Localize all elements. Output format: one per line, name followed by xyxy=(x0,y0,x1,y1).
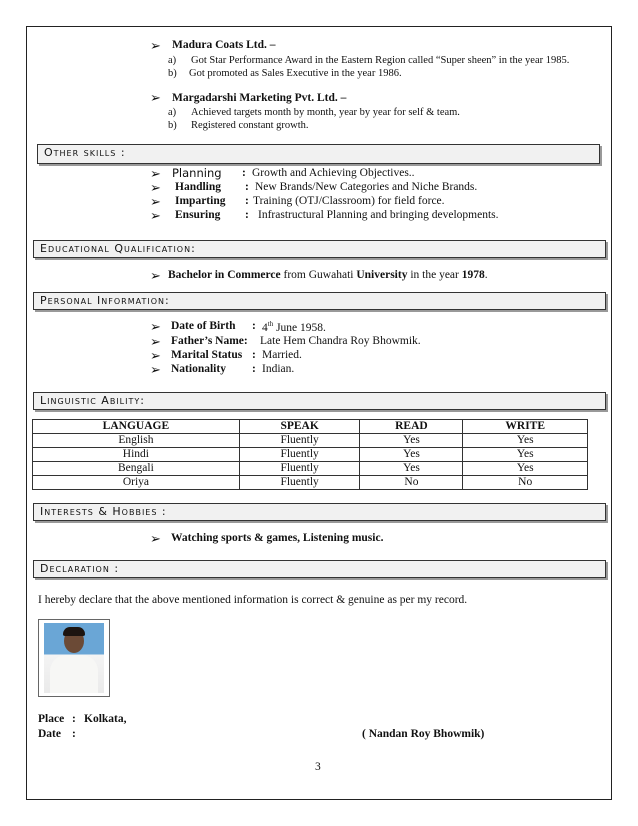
table-row xyxy=(33,462,588,476)
personal-separator: : xyxy=(252,363,256,375)
university-word: University xyxy=(356,269,408,281)
bullet-arrow-icon: ➢ xyxy=(150,319,161,334)
table-cell: Fluently xyxy=(239,462,360,476)
section-header-interests xyxy=(33,503,606,521)
date-separator: : xyxy=(72,728,76,740)
page-number: 3 xyxy=(315,761,321,773)
skill-value: Growth and Achieving Objectives.. xyxy=(252,167,415,179)
table-cell: Hindi xyxy=(33,448,240,462)
bullet-arrow-icon: ➢ xyxy=(150,180,161,195)
table-cell: Fluently xyxy=(239,434,360,448)
column-header: WRITE xyxy=(463,420,588,434)
profile-photo-frame xyxy=(38,619,110,697)
page-border xyxy=(26,26,612,800)
section-title: Other skills : xyxy=(44,146,126,159)
section-header-linguistic xyxy=(33,392,606,410)
dob-rest: June 1958. xyxy=(273,321,326,334)
education-year-text: in the year xyxy=(407,269,462,281)
skill-separator: : xyxy=(245,195,249,207)
list-item: Registered constant growth. xyxy=(191,120,309,131)
column-header: SPEAK xyxy=(239,420,360,434)
skill-label: Handling xyxy=(175,181,222,193)
personal-value: Late Hem Chandra Roy Bhowmik. xyxy=(260,335,421,347)
period: . xyxy=(484,269,488,281)
declaration-text: I hereby declare that the above mentioned information is correct & genuine as per my record. xyxy=(38,594,468,606)
list-marker: b) xyxy=(168,120,177,131)
personal-label: Marital Status xyxy=(171,349,243,361)
bullet-arrow-icon: ➢ xyxy=(150,348,161,363)
language-table xyxy=(32,419,588,490)
bullet-arrow-icon: ➢ xyxy=(150,38,161,53)
section-title: Interests & Hobbies : xyxy=(40,505,167,518)
section-header-declaration xyxy=(33,560,606,578)
skill-separator: : xyxy=(242,167,246,179)
table-cell: Bengali xyxy=(33,462,240,476)
skill-value: Training (OTJ/Classroom) for field force. xyxy=(253,195,445,207)
personal-label: Father’s Name: xyxy=(171,335,248,347)
bullet-arrow-icon: ➢ xyxy=(150,334,161,349)
skill-separator: : xyxy=(245,209,249,221)
company-name: Madura Coats Ltd. – xyxy=(172,39,276,51)
column-header: LANGUAGE xyxy=(33,420,240,434)
table-cell: Yes xyxy=(463,434,588,448)
personal-label: Date of Birth xyxy=(171,320,236,332)
personal-value: Married. xyxy=(262,349,302,361)
table-cell: Oriya xyxy=(33,476,240,490)
list-item: Got Star Performance Award in the Eastern Region called “Super sheen” in the year 1985. xyxy=(191,55,570,66)
section-header-other-skills xyxy=(37,144,600,164)
column-header: READ xyxy=(360,420,463,434)
list-marker: a) xyxy=(168,107,177,118)
dob-day: 4 xyxy=(262,321,268,334)
list-item: Achieved targets month by month, year by year for self & team. xyxy=(191,107,460,118)
education-year: 1978 xyxy=(461,269,485,281)
bullet-arrow-icon: ➢ xyxy=(150,362,161,377)
bullet-arrow-icon: ➢ xyxy=(150,90,161,105)
personal-value: Indian. xyxy=(262,363,295,375)
education-line xyxy=(168,269,488,281)
section-header-personal xyxy=(33,292,606,310)
table-cell: Yes xyxy=(360,448,463,462)
profile-photo xyxy=(44,623,104,693)
table-row xyxy=(33,448,588,462)
degree: Bachelor in Commerce xyxy=(168,269,281,281)
date-label: Date xyxy=(38,728,61,740)
table-cell: Yes xyxy=(360,462,463,476)
list-item: Got promoted as Sales Executive in the year 1986. xyxy=(189,68,402,79)
table-cell: No xyxy=(463,476,588,490)
table-row xyxy=(33,434,588,448)
section-header-education xyxy=(33,240,606,258)
table-cell: English xyxy=(33,434,240,448)
interests-text: Watching sports & games, Listening music. xyxy=(171,532,384,544)
bullet-arrow-icon: ➢ xyxy=(150,166,161,181)
skill-separator: : xyxy=(245,181,249,193)
bullet-arrow-icon: ➢ xyxy=(150,208,161,223)
bullet-arrow-icon: ➢ xyxy=(150,531,161,546)
dob-suffix: th xyxy=(267,320,274,328)
personal-separator: : xyxy=(252,320,256,332)
skill-value: New Brands/New Categories and Niche Brands. xyxy=(255,181,478,193)
personal-label: Nationality xyxy=(171,363,226,375)
section-title: Linguistic Ability: xyxy=(40,394,145,407)
table-cell: Yes xyxy=(463,462,588,476)
personal-separator: : xyxy=(252,349,256,361)
skill-label: Ensuring xyxy=(175,209,221,221)
section-title: Declaration : xyxy=(40,562,120,575)
table-cell: Yes xyxy=(463,448,588,462)
bullet-arrow-icon: ➢ xyxy=(150,194,161,209)
place-label: Place xyxy=(38,713,65,725)
table-header-row xyxy=(33,420,588,434)
list-marker: a) xyxy=(168,55,177,66)
education-from: from Guwahati xyxy=(280,269,357,281)
section-title: Personal Information: xyxy=(40,294,170,307)
skill-label: Planning xyxy=(172,166,222,180)
section-title: Educational Qualification: xyxy=(40,242,196,255)
table-cell: No xyxy=(360,476,463,490)
table-cell: Fluently xyxy=(239,448,360,462)
skill-value: Infrastructural Planning and bringing developments. xyxy=(258,209,499,221)
skill-label: Imparting xyxy=(175,195,226,207)
date-of-birth-value xyxy=(262,320,326,334)
place-value: Kolkata, xyxy=(84,713,127,725)
table-row xyxy=(33,476,588,490)
company-name: Margadarshi Marketing Pvt. Ltd. – xyxy=(172,92,347,104)
list-marker: b) xyxy=(168,68,177,79)
place-separator: : xyxy=(72,713,76,725)
bullet-arrow-icon: ➢ xyxy=(150,268,161,283)
signature-name: ( Nandan Roy Bhowmik) xyxy=(362,728,485,740)
table-cell: Yes xyxy=(360,434,463,448)
table-cell: Fluently xyxy=(239,476,360,490)
